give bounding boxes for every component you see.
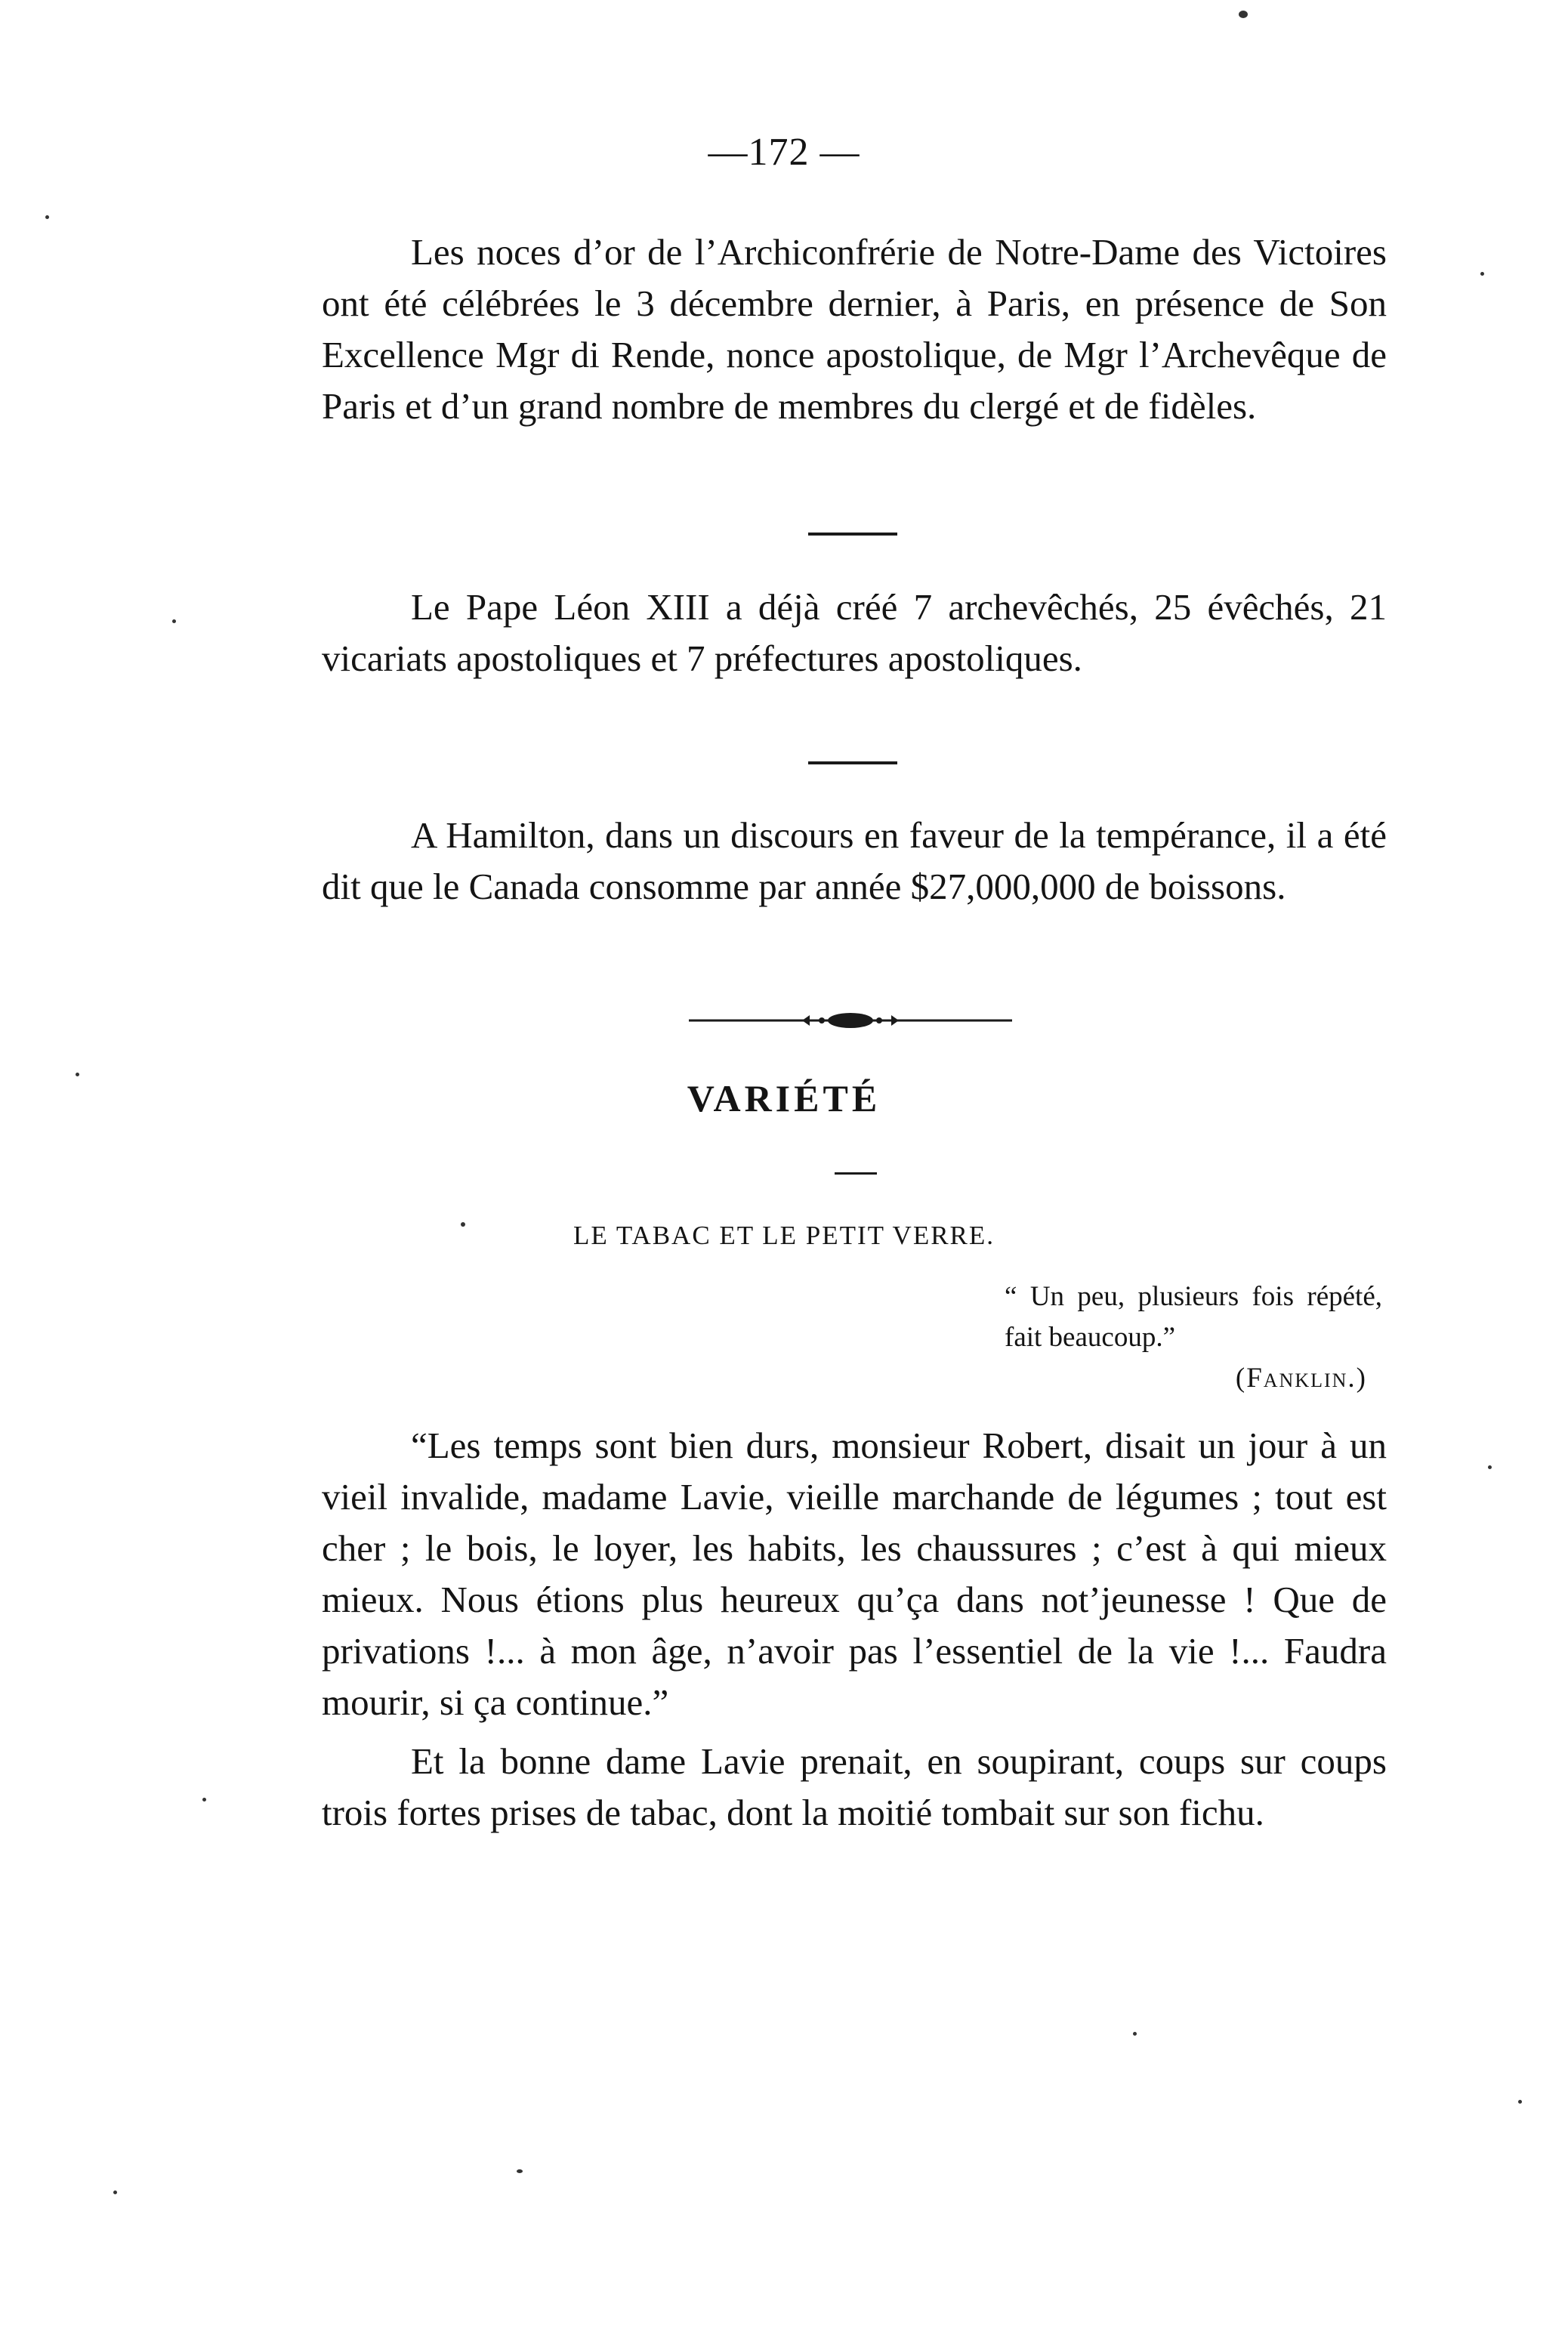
scan-speck	[517, 2169, 523, 2173]
story-paragraph: Et la bonne dame Lavie prenait, en soupirant, coups sur coups trois fortes prises de tabac, dont la moitié tombait sur son fichu.	[322, 1740, 1387, 1833]
news-item-pope	[322, 582, 1387, 684]
scan-speck	[76, 1073, 79, 1076]
story-paragraph: “Les temps sont bien durs, monsieur Robert, disait un jour à un vieil invalide, madame Lavie, vieille marchande de légumes ; tout est cher ; le bois, le loyer, les habits, les chaussures ; c’est à qui mieux mieux. Nous étions plus heureux qu’ça dans not’jeunesse ! Que de privations !... à mon âge, n’avoir pas l’essentiel de la vie !... Faudra mourir, si ça continue.”	[322, 1425, 1387, 1723]
news-item-hamilton	[322, 810, 1387, 912]
scan-speck	[1480, 272, 1484, 276]
news-paragraph: A Hamilton, dans un discours en faveur de la tempérance, il a été dit que le Canada consomme par année $27,000,000 de boissons.	[322, 814, 1387, 907]
scan-speck	[1133, 2032, 1137, 2036]
news-paragraph: Les noces d’or de l’Archiconfrérie de Notre-Dame des Victoires ont été célébrées le 3 décembre dernier, à Paris, en présence de Son Excellence Mgr di Rende, nonce apostolique, de Mgr l’Archevêque de Paris et d’un grand nombre de membres du clergé et de fidèles.	[322, 231, 1387, 427]
scan-speck	[461, 1222, 465, 1227]
heading-rule	[835, 1172, 877, 1175]
page-number: —172 —	[708, 131, 860, 174]
epigraph-attribution: (Fanklin.)	[1235, 1363, 1367, 1394]
separator-rule	[808, 761, 897, 764]
news-paragraph: Le Pape Léon XIII a déjà créé 7 archevêchés, 25 évêchés, 21 vicariats apostoliques et 7 préfectures apostoliques.	[322, 586, 1387, 679]
news-item-archiconfrerie	[322, 227, 1387, 432]
scan-speck	[1488, 1465, 1492, 1469]
separator-rule	[808, 533, 897, 536]
epigraph-quote: “ Un peu, plusieurs fois répété, fait beaucoup.”	[1005, 1281, 1382, 1353]
scan-speck	[202, 1798, 206, 1802]
story-body	[322, 1420, 1387, 1839]
ornamental-divider	[689, 1011, 1012, 1030]
scan-speck	[45, 215, 49, 219]
scan-speck	[1239, 11, 1248, 18]
epigraph	[1005, 1277, 1382, 1399]
section-heading: VARIÉTÉ	[687, 1077, 881, 1119]
section-subheading: LE TABAC ET LE PETIT VERRE.	[573, 1221, 995, 1250]
scan-speck	[1518, 2100, 1522, 2104]
scan-speck	[113, 2191, 117, 2194]
scan-speck	[172, 619, 176, 623]
